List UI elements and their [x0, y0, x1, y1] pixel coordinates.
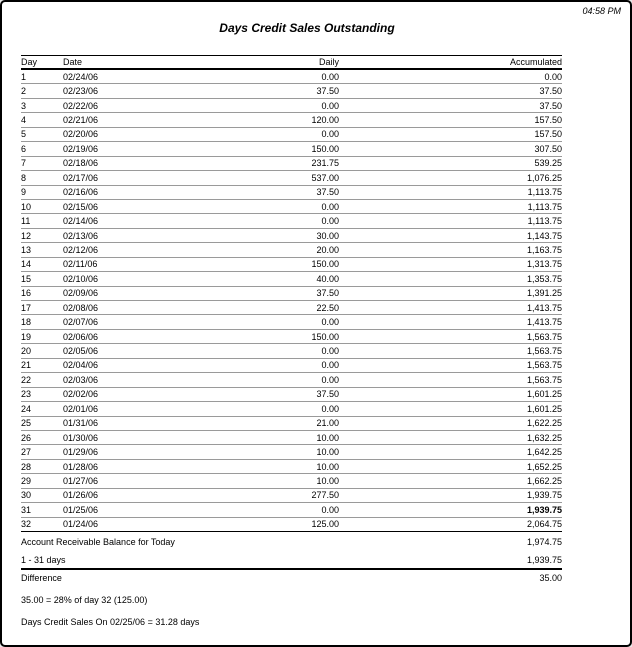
table-row	[21, 445, 562, 459]
cell-accumulated: 1,563.75	[526, 346, 562, 357]
cell-day: 17	[21, 302, 32, 313]
cell-daily: 30.00	[316, 230, 339, 241]
cell-day: 8	[21, 172, 27, 183]
cell-date: 02/15/06	[63, 201, 99, 212]
cell-accumulated: 307.50	[534, 143, 562, 154]
table-row	[21, 373, 562, 387]
cell-accumulated: 1,113.75	[527, 187, 562, 198]
cell-day: 29	[21, 475, 32, 486]
table-row	[21, 359, 562, 373]
cell-date: 01/30/06	[63, 432, 99, 443]
cell-date: 01/26/06	[63, 490, 99, 501]
cell-day: 3	[21, 100, 27, 111]
cell-day: 26	[21, 432, 32, 443]
cell-date: 02/11/06	[63, 259, 98, 270]
cell-daily: 21.00	[316, 418, 339, 429]
column-header-day: Day	[21, 57, 38, 67]
table-row	[21, 388, 562, 402]
cell-daily: 120.00	[311, 115, 339, 126]
cell-daily: 37.50	[316, 187, 339, 198]
table-row	[21, 474, 562, 488]
cell-accumulated: 37.50	[539, 86, 562, 97]
cell-daily: 10.00	[316, 447, 339, 458]
cell-day: 18	[21, 317, 32, 328]
cell-day: 24	[21, 403, 32, 414]
table-summary	[21, 532, 562, 586]
cell-date: 02/06/06	[63, 331, 99, 342]
cell-accumulated: 1,601.25	[526, 389, 562, 400]
cell-daily: 10.00	[316, 475, 339, 486]
table-row	[21, 128, 562, 142]
cell-day: 2	[21, 86, 27, 97]
table-row	[21, 503, 562, 517]
table-row	[21, 200, 562, 214]
cell-day: 32	[21, 519, 32, 530]
cell-date: 01/29/06	[63, 447, 99, 458]
table-row	[21, 214, 562, 228]
table-row	[21, 301, 562, 315]
cell-daily: 0.00	[321, 374, 339, 385]
cell-date: 02/14/06	[63, 216, 99, 227]
summary-row-1-31-days	[21, 552, 562, 570]
cell-accumulated: 1,652.25	[526, 461, 562, 472]
cell-accumulated: 1,563.75	[526, 331, 562, 342]
note-difference-percentage: 35.00 = 28% of day 32 (125.00)	[21, 595, 148, 605]
cell-date: 02/05/06	[63, 346, 99, 357]
cell-date: 01/25/06	[63, 504, 99, 515]
cell-daily: 40.00	[316, 273, 339, 284]
cell-daily: 37.50	[316, 288, 339, 299]
cell-date: 02/09/06	[63, 288, 99, 299]
cell-daily: 22.50	[316, 302, 339, 313]
cell-day: 16	[21, 288, 32, 299]
cell-accumulated: 1,601.25	[526, 403, 562, 414]
cell-accumulated: 1,391.25	[526, 288, 562, 299]
cell-accumulated: 2,064.75	[526, 519, 562, 530]
cell-daily: 37.50	[316, 389, 339, 400]
cell-date: 02/18/06	[63, 158, 99, 169]
note-days-credit-sales: Days Credit Sales On 02/25/06 = 31.28 days	[21, 617, 200, 627]
cell-accumulated: 1,563.75	[526, 374, 562, 385]
table-header	[21, 55, 562, 70]
table-row	[21, 113, 562, 127]
cell-accumulated: 1,939.75	[526, 504, 562, 515]
cell-accumulated: 1,662.25	[526, 475, 562, 486]
cell-daily: 10.00	[316, 461, 339, 472]
summary-row-account-receivable	[21, 532, 562, 552]
table-row	[21, 287, 562, 301]
cell-accumulated: 1,313.75	[526, 259, 562, 270]
cell-daily: 125.00	[311, 519, 339, 530]
cell-day: 20	[21, 346, 32, 357]
table-row	[21, 489, 562, 503]
cell-day: 27	[21, 447, 32, 458]
table-row	[21, 330, 562, 344]
summary-row-difference	[21, 570, 562, 586]
cell-accumulated: 1,076.25	[526, 172, 562, 183]
cell-accumulated: 1,563.75	[526, 360, 562, 371]
table-row	[21, 142, 562, 156]
cell-daily: 10.00	[316, 432, 339, 443]
table-row	[21, 99, 562, 113]
table-row	[21, 518, 562, 532]
summary-value: 1,939.75	[526, 555, 562, 565]
cell-date: 02/22/06	[63, 100, 99, 111]
report-table	[21, 55, 562, 586]
cell-date: 02/16/06	[63, 187, 99, 198]
cell-day: 15	[21, 273, 32, 284]
report-timestamp: 04:58 PM	[582, 6, 621, 16]
cell-day: 10	[21, 201, 32, 212]
cell-daily: 0.00	[321, 100, 339, 111]
cell-day: 5	[21, 129, 27, 140]
report-notes	[21, 595, 199, 639]
cell-day: 1	[21, 71, 27, 82]
cell-date: 02/12/06	[63, 244, 99, 255]
cell-day: 11	[21, 216, 31, 227]
table-row	[21, 84, 562, 98]
cell-day: 31	[21, 504, 32, 515]
cell-accumulated: 1,642.25	[526, 447, 562, 458]
table-row	[21, 315, 562, 329]
cell-daily: 0.00	[321, 129, 339, 140]
cell-accumulated: 37.50	[539, 100, 562, 111]
cell-daily: 231.75	[311, 158, 339, 169]
cell-accumulated: 539.25	[534, 158, 562, 169]
cell-accumulated: 0.00	[544, 71, 562, 82]
cell-date: 01/27/06	[63, 475, 99, 486]
table-row	[21, 402, 562, 416]
cell-day: 28	[21, 461, 32, 472]
table-row	[21, 243, 562, 257]
report-title: Days Credit Sales Outstanding	[219, 21, 395, 35]
cell-date: 01/28/06	[63, 461, 99, 472]
cell-daily: 0.00	[321, 317, 339, 328]
cell-day: 13	[21, 244, 32, 255]
cell-date: 02/23/06	[63, 86, 99, 97]
summary-value: 1,974.75	[526, 537, 562, 547]
cell-accumulated: 157.50	[534, 129, 562, 140]
cell-daily: 150.00	[311, 143, 339, 154]
cell-day: 19	[21, 331, 32, 342]
cell-daily: 0.00	[321, 201, 339, 212]
cell-date: 02/01/06	[63, 403, 99, 414]
table-row	[21, 344, 562, 358]
cell-accumulated: 1,113.75	[527, 216, 562, 227]
cell-day: 21	[21, 360, 32, 371]
table-row	[21, 186, 562, 200]
summary-value: 35.00	[539, 573, 562, 583]
cell-day: 23	[21, 389, 32, 400]
table-row	[21, 460, 562, 474]
cell-date: 02/10/06	[63, 273, 99, 284]
cell-date: 02/02/06	[63, 389, 99, 400]
table-row	[21, 272, 562, 286]
cell-date: 02/07/06	[63, 317, 99, 328]
table-row	[21, 431, 562, 445]
column-header-accumulated: Accumulated	[509, 57, 562, 67]
cell-accumulated: 1,632.25	[526, 432, 562, 443]
cell-daily: 20.00	[316, 244, 339, 255]
table-body	[21, 70, 562, 532]
cell-date: 01/31/06	[63, 418, 99, 429]
cell-date: 02/17/06	[63, 172, 99, 183]
cell-date: 01/24/06	[63, 519, 99, 530]
cell-date: 02/21/06	[63, 115, 99, 126]
cell-accumulated: 1,622.25	[526, 418, 562, 429]
table-row	[21, 70, 562, 84]
cell-accumulated: 1,939.75	[526, 490, 562, 501]
cell-day: 22	[21, 374, 32, 385]
summary-label: Account Receivable Balance for Today	[21, 537, 175, 547]
cell-daily: 150.00	[311, 331, 339, 342]
summary-label: Difference	[21, 573, 62, 583]
cell-date: 02/04/06	[63, 360, 99, 371]
cell-day: 7	[21, 158, 27, 169]
table-row	[21, 258, 562, 272]
cell-date: 02/13/06	[63, 230, 99, 241]
cell-accumulated: 1,413.75	[526, 317, 562, 328]
cell-date: 02/24/06	[63, 71, 99, 82]
cell-date: 02/03/06	[63, 374, 99, 385]
cell-day: 4	[21, 115, 27, 126]
cell-daily: 0.00	[321, 504, 339, 515]
cell-daily: 0.00	[321, 360, 339, 371]
cell-accumulated: 1,413.75	[526, 302, 562, 313]
cell-day: 30	[21, 490, 32, 501]
cell-day: 12	[21, 230, 32, 241]
column-header-daily: Daily	[318, 57, 339, 67]
table-row	[21, 417, 562, 431]
cell-daily: 0.00	[321, 216, 339, 227]
summary-label: 1 - 31 days	[21, 555, 66, 565]
cell-accumulated: 1,353.75	[526, 273, 562, 284]
cell-daily: 37.50	[316, 86, 339, 97]
cell-day: 6	[21, 143, 27, 154]
cell-daily: 277.50	[311, 490, 339, 501]
cell-daily: 0.00	[321, 71, 339, 82]
cell-accumulated: 1,113.75	[527, 201, 562, 212]
cell-date: 02/19/06	[63, 143, 99, 154]
cell-date: 02/20/06	[63, 129, 99, 140]
cell-day: 9	[21, 187, 27, 198]
table-row	[21, 229, 562, 243]
table-row	[21, 157, 562, 171]
cell-daily: 0.00	[321, 346, 339, 357]
table-row	[21, 171, 562, 185]
cell-daily: 537.00	[311, 172, 339, 183]
cell-daily: 0.00	[321, 403, 339, 414]
cell-accumulated: 1,163.75	[526, 244, 562, 255]
cell-accumulated: 1,143.75	[526, 230, 562, 241]
cell-day: 14	[21, 259, 32, 270]
cell-accumulated: 157.50	[534, 115, 562, 126]
cell-day: 25	[21, 418, 32, 429]
column-header-date: Date	[63, 57, 83, 67]
cell-date: 02/08/06	[63, 302, 99, 313]
cell-daily: 150.00	[311, 259, 339, 270]
